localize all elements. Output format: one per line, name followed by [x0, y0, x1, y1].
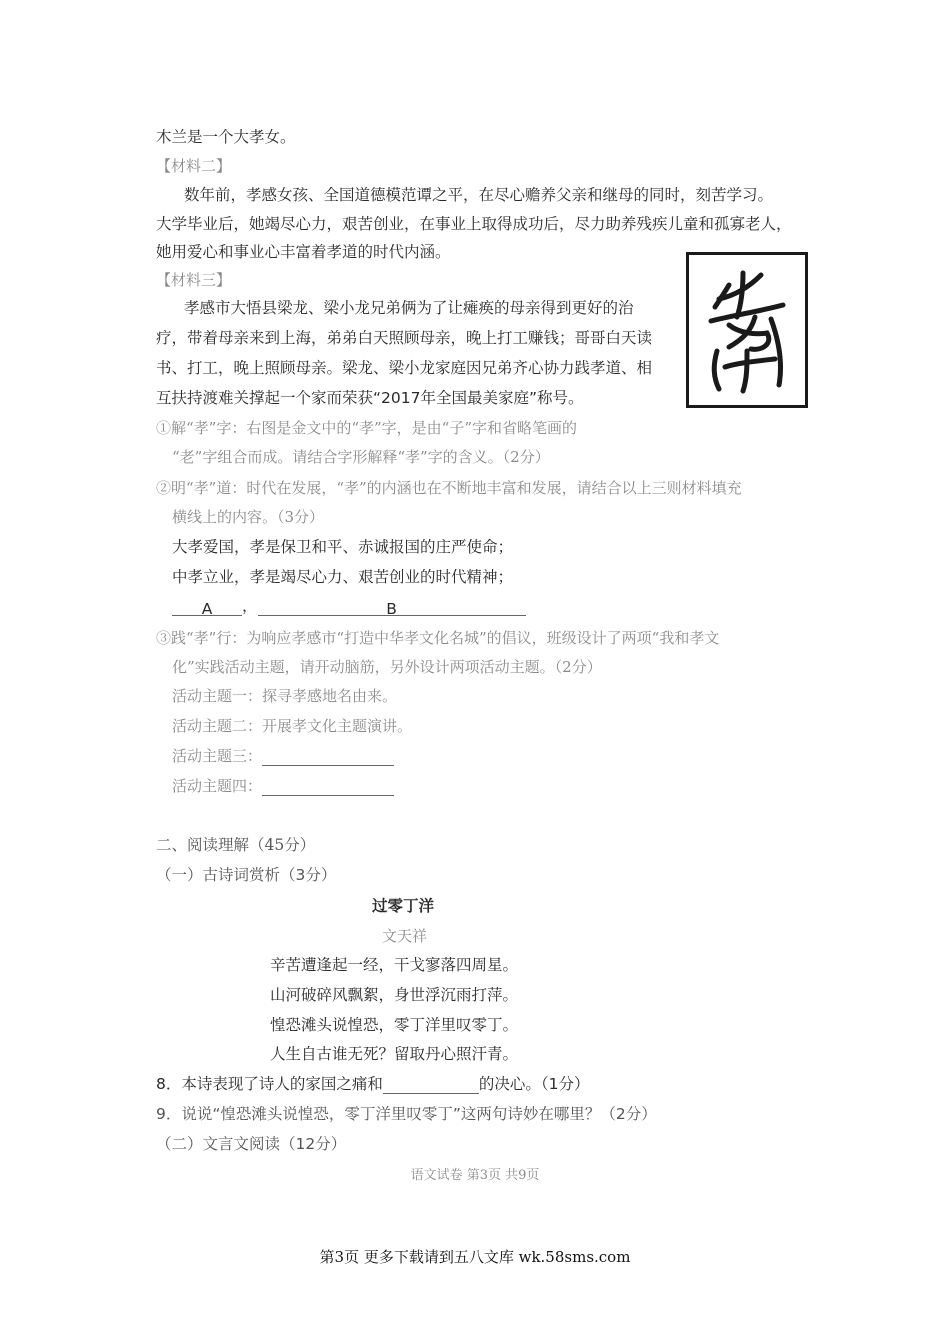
material3-line-2: 疗，带着母亲来到上海，弟弟白天照顾母亲，晚上打工赚钱；哥哥白天读 — [156, 329, 653, 347]
xiao-seal-image — [686, 252, 808, 408]
q1-line-1: ①解“孝”字：右图是金文中的“孝”字，是由“子”字和省略笔画的 — [156, 419, 578, 437]
q3-line-2: 化”实践活动主题，请开动脑筋，另外设计两项活动主题。（2分） — [172, 658, 602, 676]
material3-line-4: 互扶持渡难关撑起一个家而荣获“2017年全国最美家庭”称号。 — [156, 389, 584, 407]
q3-theme-4-blank[interactable] — [262, 779, 394, 796]
q1-line-2: “老”字组合而成。请结合字形解释“孝”字的含义。（2分） — [172, 448, 550, 466]
blank-comma: ， — [242, 597, 258, 615]
question-8 — [156, 1074, 590, 1094]
q8-text-after: 的决心。（1分） — [478, 1075, 590, 1093]
q3-theme-4-label: 活动主题四： — [172, 777, 263, 795]
material3-heading: 【材料三】 — [156, 271, 232, 289]
q3-line-1: ③践“孝”行：为响应孝感市“打造中华孝文化名城”的倡议，班级设计了两项“我和孝文 — [156, 629, 720, 647]
q3-theme-3 — [172, 746, 394, 766]
q2-answer-2: 中孝立业，孝是竭尽心力、艰苦创业的时代精神； — [172, 568, 514, 586]
poem-line-3: 惶恐滩头说惶恐，零丁洋里叹零丁。 — [270, 1016, 519, 1034]
q3-theme-3-label: 活动主题三： — [172, 747, 263, 765]
q3-theme-1: 活动主题一：探寻孝感地名由来。 — [172, 687, 398, 705]
q2-blanks-row — [172, 596, 526, 616]
q8-text-before: 8．本诗表现了诗人的家国之痛和 — [156, 1075, 383, 1093]
q2-answer-1: 大孝爱国，孝是保卫和平、赤诚报国的庄严使命； — [172, 538, 514, 556]
q2-line-2: 横线上的内容。（3分） — [172, 508, 325, 526]
q3-theme-4 — [172, 776, 394, 796]
q3-theme-2: 活动主题二：开展孝文化主题演讲。 — [172, 717, 413, 735]
poem-title: 过零丁洋 — [372, 897, 435, 915]
material2-line-3: 她用爱心和事业心丰富着孝道的时代内涵。 — [156, 243, 451, 261]
material3-line-1: 孝感市大悟县梁龙、梁小龙兄弟俩为了让瘫痪的母亲得到更好的治 — [184, 299, 634, 317]
material2-heading: 【材料二】 — [156, 157, 232, 175]
material3-line-3: 书、打工，晚上照顾母亲。梁龙、梁小龙家庭因兄弟齐心协力践孝道、相 — [156, 359, 653, 377]
question-9: 9．说说“惶恐滩头说惶恐，零丁洋里叹零丁”这两句诗妙在哪里？（2分） — [156, 1105, 657, 1123]
site-footer: 第3页 更多下载请到五八文库 wk.58sms.com — [319, 1248, 631, 1266]
intro-line: 木兰是一个大孝女。 — [156, 128, 296, 146]
poem-author: 文天祥 — [382, 927, 428, 945]
poem-line-2: 山河破碎风飘絮，身世浮沉雨打萍。 — [270, 986, 519, 1004]
blank-a[interactable]: A — [172, 599, 242, 616]
q2-line-1: ②明“孝”道：时代在发展，“孝”的内涵也在不断地丰富和发展，请结合以上三则材料填充 — [156, 479, 742, 497]
material2-line-2: 大学毕业后，她竭尽心力，艰苦创业，在事业上取得成功后，尽力助养残疾儿童和孤寡老人， — [156, 215, 792, 233]
page-footer: 语文试卷 第3页 共9页 — [410, 1168, 540, 1183]
section2-sub1: （一）古诗词赏析（3分） — [156, 866, 337, 884]
poem-line-4: 人生自古谁无死？留取丹心照汗青。 — [270, 1045, 519, 1063]
q8-blank[interactable] — [383, 1077, 479, 1094]
material2-line-1: 数年前，孝感女孩、全国道德模范谭之平，在尽心赡养父亲和继母的同时，刻苦学习。 — [184, 186, 774, 204]
bronze-script-xiao-icon — [689, 255, 805, 405]
blank-b[interactable]: B — [258, 599, 526, 616]
poem-line-1: 辛苦遭逢起一经，干戈寥落四周星。 — [270, 956, 519, 974]
section2-heading: 二、阅读理解（45分） — [156, 836, 316, 854]
q3-theme-3-blank[interactable] — [262, 749, 394, 766]
section2-sub2: （二）文言文阅读（12分） — [156, 1135, 347, 1153]
